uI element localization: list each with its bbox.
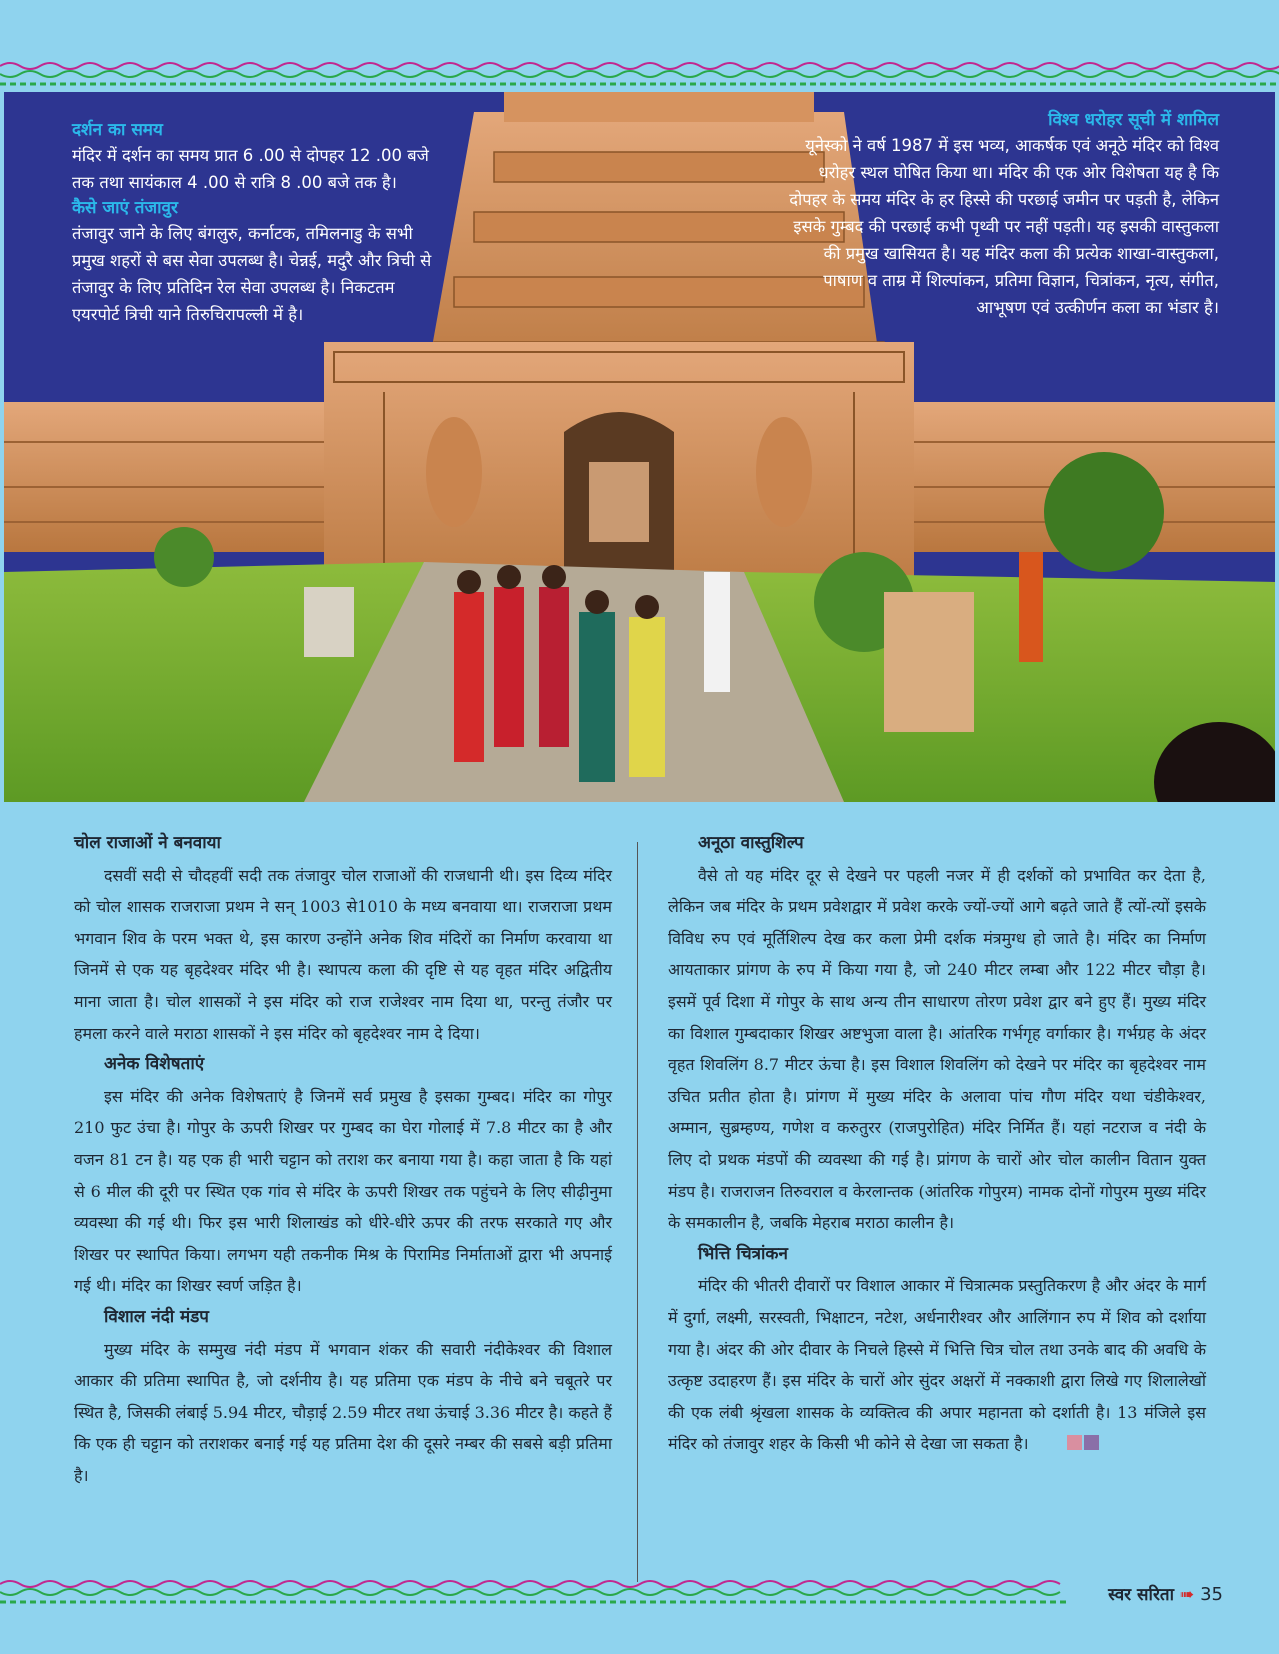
end-square-pink	[1067, 1435, 1082, 1450]
end-square-purple	[1084, 1435, 1099, 1450]
paragraph-murals-text: मंदिर की भीतरी दीवारों पर विशाल आकार में चित्रात्मक प्रस्तुतिकरण है और अंदर के मार्ग में दुर्गा, लक्ष्मी, सरस्वती, भिक्षाटन, नटेश, अर्धनारीश्वर और आलिंगान रुप में शिव को दर्शाया गया है। अंदर की ओर दीवार के निचले हिस्से में भित्ति चित्र चोल तथा उनके बाद की अवधि के उत्कृष्ट उदाहरण हैं। इस मंदिर के चारों ओर सुंदर अक्षरों में नक्काशी द्वारा लिखे गए शिलालेखों की एक लंबी श्रृंखला शासक के व्यक्तित्व की अपार महानता को दर्शाती है। 13 मंजिले इस मंदिर को तंजावुर शहर के किसी भी कोने से देखा जा सकता है।	[668, 1276, 1206, 1454]
section-heading-features: अनेक विशेषताएं	[104, 1054, 205, 1075]
section-heading-nandi-mandap: विशाल नंदी मंडप	[104, 1306, 209, 1327]
right-column	[668, 828, 1206, 1461]
paragraph-architecture: वैसे तो यह मंदिर दूर से देखने पर पहली नजर में ही दर्शकों को प्रभावित कर देता है, लेकिन जब मंदिर के प्रथम प्रवेशद्वार में प्रवेश करके ज्यों-ज्यों आगे बढ़ते जाते हैं त्यों-त्यों इसके विविध रुप एवं मूर्तिशिल्प देख कर कला प्रेमी दर्शक मंत्रमुग्ध हो जाते है। मंदिर का निर्माण आयताकार प्रांगण के रुप में किया गया है, जो 240 मीटर लम्बा और 122 मीटर चौड़ा है। इसमें पूर्व दिशा में गोपुर के साथ अन्य तीन साधारण तोरण प्रवेश द्वार बने हुए हैं। मुख्य मंदिर का विशाल गुम्बदाकार शिखर अष्टभुजा वाला है। आंतरिक गर्भगृह वर्गाकार है। गर्भग्रह के अंदर वृहत शिवलिंग 8.7 मीटर ऊंचा है। इस विशाल शिवलिंग को देखने पर मंदिर का बृहदेश्वर नाम उचित प्रतीत होता है। प्रांगण में मुख्य मंदिर के अलावा पांच गौण मंदिर यथा चंडीकेश्वर, अम्मान, सुब्रम्हण्य, गणेश व करुतुरर (राजपुरोहित) मंदिर निर्मित हैं। यहां नटराज व नंदी के लिए दो प्रथक मंडपों की व्यवस्था की गई है। प्रांगण के चारों ओर चोल कालीन वितान युक्त मंडप है। राजराजन तिरुवराल व केरलान्तक (आंतरिक गोपुरम) नामक दोनों गोपुरम मुख्य मंदिर के समकालीन है, जबकि मेहराब मराठा कालीन है।	[668, 865, 1206, 1233]
how-to-reach-text: तंजावुर जाने के लिए बंगलुरु, कर्नाटक, तमिलनाडु के सभी प्रमुख शहरों से बस सेवा उपलब्ध है। चेन्नई, मदुरै और त्रिची से तंजावुर के लिए प्रतिदिन रेल सेवा उपलब्ध है। निकटतम एयरपोर्ट त्रिची याने तिरुचिरापल्ली में है।	[72, 224, 432, 324]
page-number: 35	[1200, 1584, 1223, 1605]
paragraph-chola-kings: दसवीं सदी से चौदहवीं सदी तक तंजावुर चोल राजाओं की राजधानी थी। इस दिव्य मंदिर को चोल शासक राजराजा प्रथम ने सन् 1003 से1010 के मध्य बनवाया था। राजराजा प्रथम भगवान शिव के परम भक्त थे, इस कारण उन्होंने अनेक शिव मंदिरों का निर्माण करवाया था जिनमें से एक यह बृहदेश्वर मंदिर भी है। स्थापत्य कला की दृष्टि से यह वृहत मंदिर अद्वितीय माना जाता है। चोल शासकों ने इस मंदिर को राज राजेश्वर नाम दिया था, परन्तु तंजौर पर हमला करने वाले मराठा शासकों ने इस मंदिर को बृहदेश्वर नाम दे दिया।	[74, 865, 612, 1043]
world-heritage-heading: विश्व धरोहर सूची में शामिल	[1048, 110, 1219, 130]
bottom-decorative-border	[0, 1576, 1279, 1606]
magazine-name: स्वर सरिता	[1108, 1585, 1174, 1605]
paragraph-nandi-mandap: मुख्य मंदिर के सम्मुख नंदी मंडप में भगवान शंकर की सवारी नंदीकेश्वर की विशाल आकार की प्रतिमा स्थापित है, जो दर्शनीय है। यह प्रतिमा एक मंडप के नीचे बने चबूतरे पर स्थित है, जिसकी लंबाई 5.94 मीटर, चौड़ाई 2.59 मीटर तथा ऊंचाई 3.36 मीटर है। कहते हैं कि एक ही चट्टान को तराशकर बनाई गई यह प्रतिमा देश की दूसरे नम्बर की सबसे बड़ी प्रतिमा है।	[74, 1339, 612, 1485]
arrow-icon: ➠	[1179, 1585, 1195, 1605]
article-end-marker	[1037, 1429, 1101, 1461]
world-heritage-text: यूनेस्को ने वर्ष 1987 में इस भव्य, आकर्षक एवं अनूठे मंदिर को विश्व धरोहर स्थल घोषित किया था। मंदिर की एक ओर विशेषता यह है कि दोपहर के समय मंदिर के हर हिस्से की परछाई जमीन पर पड़ती है, लेकिन इसके गुम्बद की परछाई कभी पृथ्वी पर नहीं पड़ती। यह इसकी वास्तुकला की प्रमुख खासियत है। यह मंदिर कला की प्रत्येक शाखा-वास्तुकला, पाषाण व ताम्र में शिल्पांकन, प्रतिमा विज्ञान, चित्रांकन, नृत्य, संगीत, आभूषण एवं उत्कीर्णन कला का भंडार है।	[789, 136, 1219, 317]
world-heritage-overlay	[779, 108, 1219, 321]
top-decorative-border	[0, 58, 1279, 88]
section-heading-murals: भित्ति चित्रांकन	[698, 1243, 788, 1264]
page-footer	[1108, 1582, 1223, 1605]
hero-temple-photo	[4, 92, 1275, 802]
article-body	[0, 828, 1279, 1588]
visiting-time-text: मंदिर में दर्शन का समय प्रात 6 .00 से दोपहर 12 .00 बजे तक तथा सायंकाल 4 .00 से रात्रि 8 .00 बजे तक है।	[72, 146, 429, 192]
section-heading-architecture: अनूठा वास्तुशिल्प	[698, 833, 804, 853]
left-column	[74, 828, 612, 1491]
column-divider	[637, 842, 638, 1582]
paragraph-features: इस मंदिर की अनेक विशेषताएं है जिनमें सर्व प्रमुख है इसका गुम्बद। मंदिर का गोपुर 210 फुट उंचा है। गोपुर के ऊपरी शिखर पर गुम्बद का घेरा गोलाई में 7.8 मीटर का है और वजन 81 टन है। यह एक ही भारी चट्टान को तराश कर बनाया गया है। कहा जाता है कि यहां से 6 मील की दूरी पर स्थित एक गांव से मंदिर के ऊपरी शिखर तक पहुंचने के लिए सीढ़ीनुमा व्यवस्था की गई थी। फिर इस भारी शिलाखंड को धीरे-धीरे ऊपर की तरफ सरकाते गए और शिखर पर स्थापित किया। लगभग यही तकनीक मिश्र के पिरामिड निर्माताओं द्वारा भी अपनाई गई थी। मंदिर का शिखर स्वर्ण जड़ित है।	[74, 1086, 612, 1296]
paragraph-murals	[668, 1270, 1206, 1460]
section-heading-chola-kings: चोल राजाओं ने बनवाया	[74, 833, 221, 853]
visiting-time-heading: दर्शन का समय	[72, 120, 163, 140]
visit-info-overlay	[72, 118, 432, 328]
how-to-reach-heading: कैसे जाएं तंजावुर	[72, 198, 178, 218]
